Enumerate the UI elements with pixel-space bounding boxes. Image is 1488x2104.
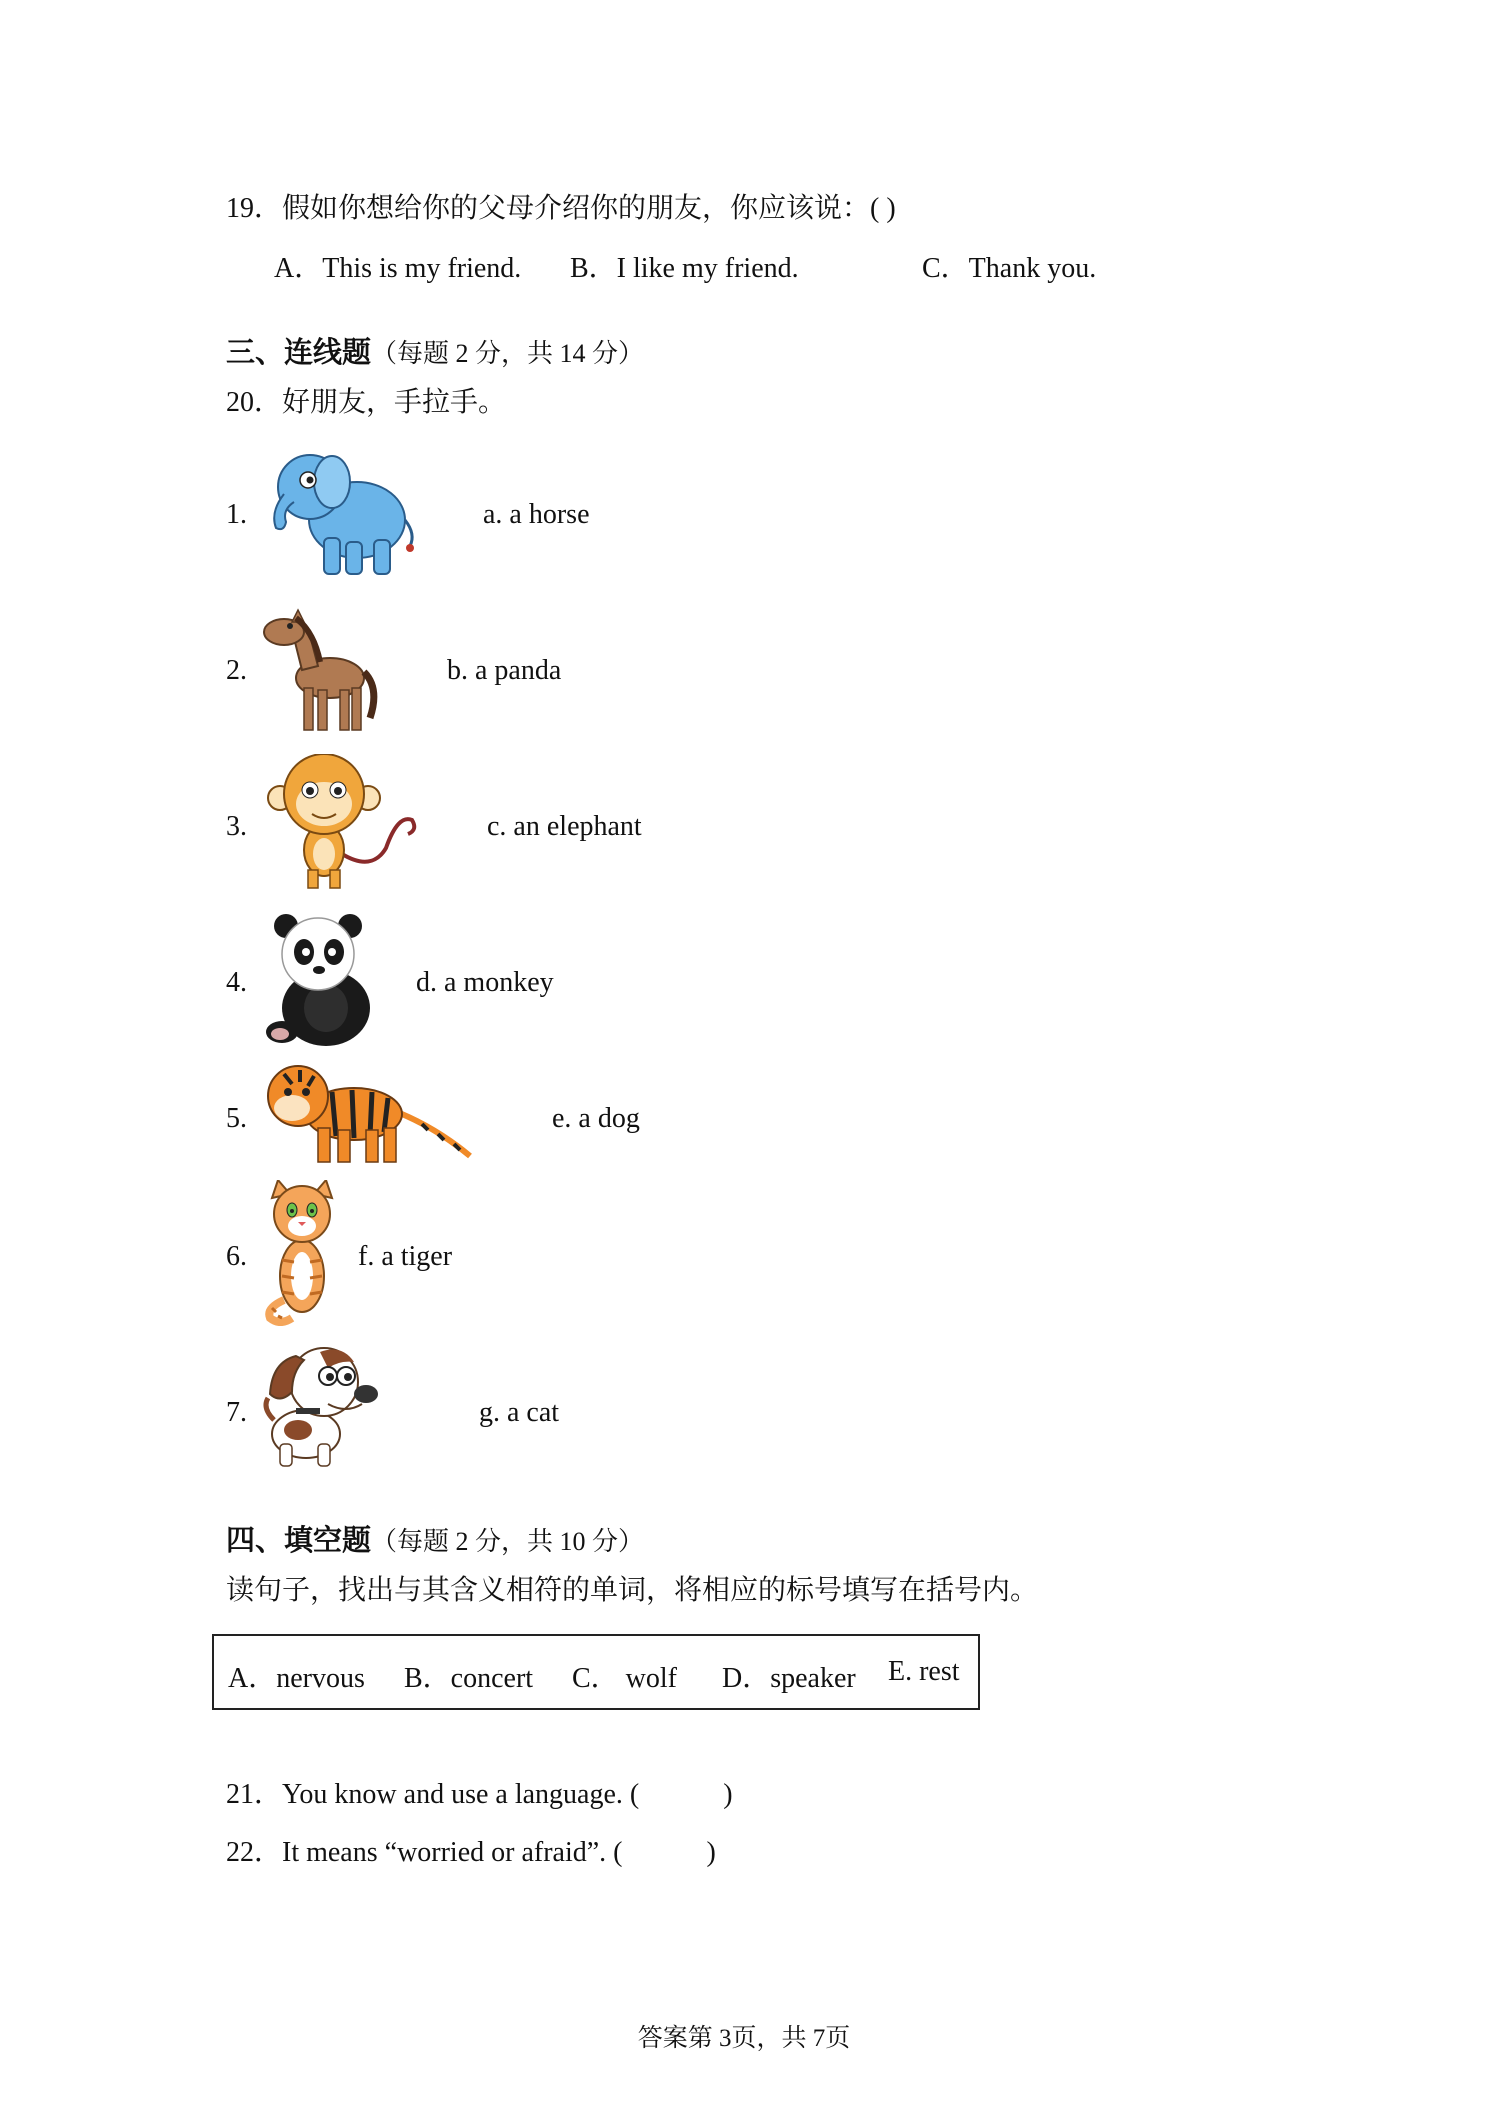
monkey-icon — [262, 754, 418, 890]
section-4-heading — [226, 1524, 644, 1559]
page-footer: 答案第 3页，共 7页 — [637, 2025, 851, 2052]
match-label-e: e. a dog — [552, 1103, 640, 1134]
word-option-e: E. rest — [888, 1656, 960, 1687]
horse-icon — [262, 600, 382, 738]
dog-icon — [262, 1338, 386, 1470]
panda-icon — [262, 910, 382, 1050]
section-4-note: （每题 2 分，共 10 分） — [371, 1527, 645, 1556]
word-bank-box — [212, 1634, 980, 1710]
elephant-icon — [262, 442, 422, 584]
match-label-a: a. a horse — [483, 499, 590, 530]
option-b: B．I like my friend. — [570, 253, 799, 284]
question-21: 21．You know and use a language. ( ) — [226, 1779, 733, 1810]
item-number-7: 7. — [226, 1397, 247, 1428]
word-option-a: A．nervous — [228, 1663, 365, 1694]
cat-icon — [262, 1180, 342, 1326]
section-3-title: 三、连线题 — [226, 337, 372, 369]
match-label-b: b. a panda — [447, 655, 562, 686]
question-22: 22．It means “worried or afraid”. ( ) — [226, 1837, 716, 1868]
item-number-5: 5. — [226, 1103, 247, 1134]
section-4-instruction: 读句子，找出与其含义相符的单词，将相应的标号填写在括号内。 — [226, 1575, 1039, 1606]
question-19: 19．假如你想给你的父母介绍你的朋友，你应该说：( ) — [226, 193, 896, 224]
section-3-note: （每题 2 分，共 14 分） — [371, 339, 645, 368]
section-3-heading — [226, 336, 644, 371]
tiger-icon — [262, 1062, 474, 1170]
section-4-title: 四、填空题 — [226, 1525, 372, 1557]
match-label-c: c. an elephant — [487, 811, 642, 842]
option-c: C．Thank you. — [922, 253, 1097, 284]
word-option-c: C． wolf — [572, 1663, 678, 1694]
word-option-b: B．concert — [404, 1663, 534, 1694]
item-number-2: 2. — [226, 655, 247, 686]
match-label-d: d. a monkey — [416, 967, 554, 998]
match-label-g: g. a cat — [479, 1397, 560, 1428]
word-option-d: D．speaker — [722, 1663, 856, 1694]
item-number-3: 3. — [226, 811, 247, 842]
item-number-1: 1. — [226, 499, 247, 530]
item-number-6: 6. — [226, 1241, 247, 1272]
item-number-4: 4. — [226, 967, 247, 998]
option-a: A．This is my friend. — [274, 253, 522, 284]
match-label-f: f. a tiger — [358, 1241, 453, 1272]
question-20: 20．好朋友，手拉手。 — [226, 387, 507, 418]
